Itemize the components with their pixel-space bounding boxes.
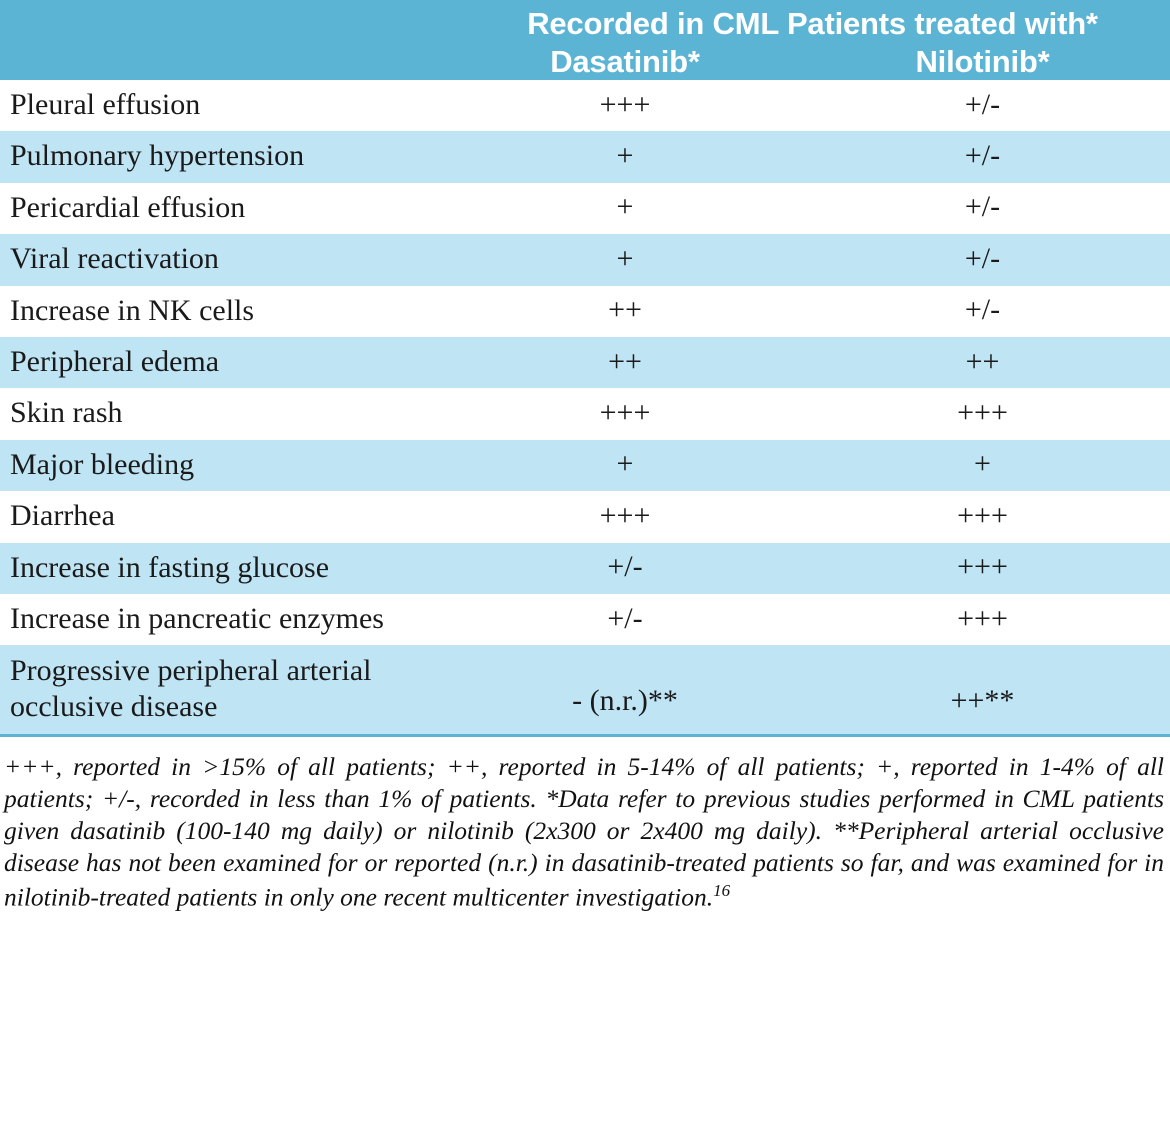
row-value-dasatinib: - (n.r.)**: [455, 645, 795, 734]
footnote-text: +++, reported in >15% of all patients; ++, reported in 5-14% of all patients; +, reported in 1-4% of all patients; +/-, recorded in less than 1% of patients. *Data refer to previous studies performed in CML patients given dasatinib (100-140 mg daily) or nilotinib (2x300 or 2x400 mg daily). **Peripheral arterial occlusive disease has not been examined for or reported (n.r.) in dasatinib-treated patients so far, and was examined for in nilotinib-treated patients in only one recent multicenter investigation.: [4, 752, 1164, 912]
row-value-nilotinib: +/-: [795, 131, 1170, 182]
table-row: [0, 491, 1170, 542]
row-label: Pericardial effusion: [0, 183, 455, 234]
table-row: [0, 594, 1170, 645]
row-value-dasatinib: +: [455, 440, 795, 491]
row-value-dasatinib: +: [455, 131, 795, 182]
table-row: [0, 80, 1170, 131]
row-label: Major bleeding: [0, 440, 455, 491]
header-empty-cell-2: [0, 44, 455, 80]
row-label: Pulmonary hypertension: [0, 131, 455, 182]
row-label: Increase in pancreatic enzymes: [0, 594, 455, 645]
footnote-reference: 16: [713, 880, 731, 900]
column-header-dasatinib: Dasatinib*: [455, 44, 795, 80]
row-value-dasatinib: +: [455, 183, 795, 234]
row-value-dasatinib: +++: [455, 388, 795, 439]
row-label: Peripheral edema: [0, 337, 455, 388]
table-body: [0, 80, 1170, 734]
row-value-nilotinib: +++: [795, 543, 1170, 594]
table-row: [0, 440, 1170, 491]
table-header-group-row: [0, 0, 1170, 44]
table-header: [0, 0, 1170, 80]
row-value-nilotinib: +/-: [795, 80, 1170, 131]
table-row: [0, 645, 1170, 734]
row-label: Increase in fasting glucose: [0, 543, 455, 594]
row-label: Viral reactivation: [0, 234, 455, 285]
row-value-dasatinib: +++: [455, 80, 795, 131]
table-row: [0, 543, 1170, 594]
row-label: Diarrhea: [0, 491, 455, 542]
row-value-nilotinib: +++: [795, 594, 1170, 645]
table-row: [0, 286, 1170, 337]
row-label: Skin rash: [0, 388, 455, 439]
row-value-nilotinib: +/-: [795, 286, 1170, 337]
row-value-nilotinib: +/-: [795, 183, 1170, 234]
row-value-nilotinib: ++: [795, 337, 1170, 388]
table-row: [0, 183, 1170, 234]
row-value-nilotinib: +++: [795, 491, 1170, 542]
row-value-nilotinib: +: [795, 440, 1170, 491]
row-value-dasatinib: +: [455, 234, 795, 285]
header-group-label: Recorded in CML Patients treated with*: [455, 0, 1170, 44]
row-value-dasatinib: ++: [455, 337, 795, 388]
row-value-dasatinib: ++: [455, 286, 795, 337]
row-value-nilotinib: +/-: [795, 234, 1170, 285]
row-value-dasatinib: +/-: [455, 543, 795, 594]
row-value-dasatinib: +/-: [455, 594, 795, 645]
column-header-nilotinib: Nilotinib*: [795, 44, 1170, 80]
table-row: [0, 337, 1170, 388]
table-row: [0, 388, 1170, 439]
row-label: Pleural effusion: [0, 80, 455, 131]
row-label: Progressive peripheral arterial occlusive disease: [0, 645, 455, 734]
row-value-dasatinib: +++: [455, 491, 795, 542]
row-label: Increase in NK cells: [0, 286, 455, 337]
header-empty-cell: [0, 0, 455, 44]
table-row: [0, 131, 1170, 182]
row-value-nilotinib: +++: [795, 388, 1170, 439]
table-footnote: [0, 737, 1170, 913]
row-value-nilotinib: ++**: [795, 645, 1170, 734]
table-row: [0, 234, 1170, 285]
table-header-columns-row: [0, 44, 1170, 80]
